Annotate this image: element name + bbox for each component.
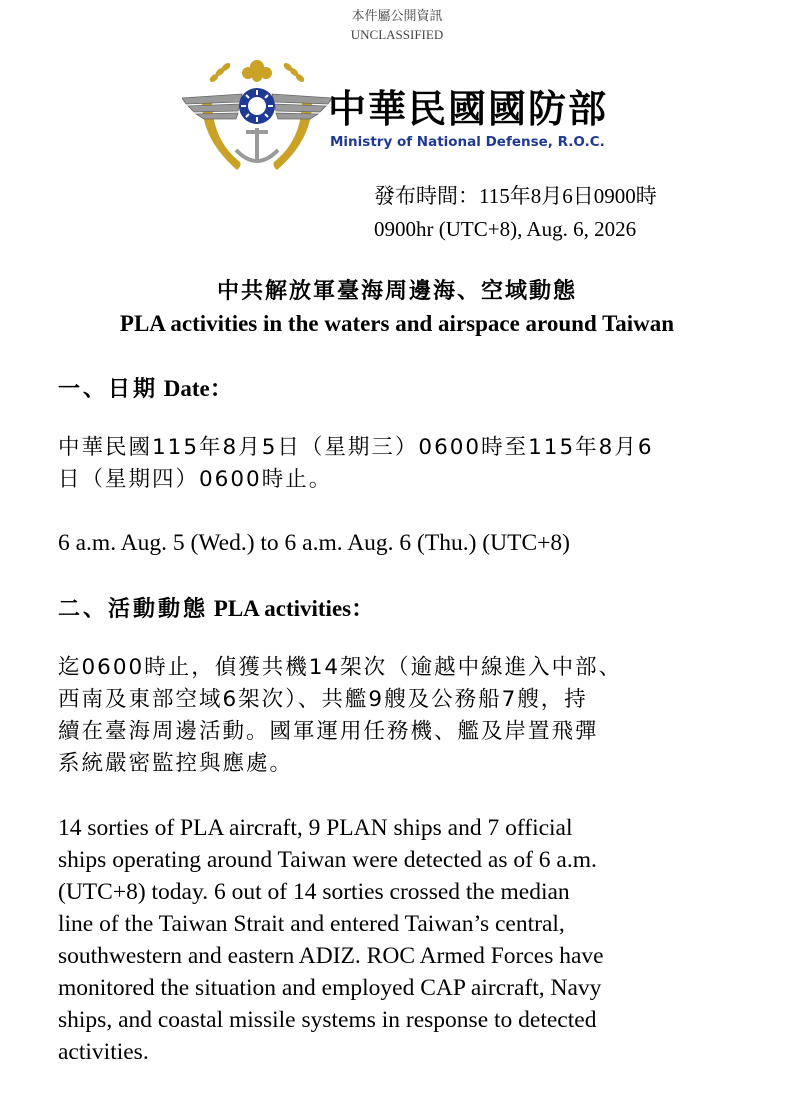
section-activities-body-zh xyxy=(58,652,738,780)
classification-zh: 本件屬公開資訊 xyxy=(351,8,443,23)
activity-line-zh: 迄0600時止，偵獲共機14架次（逾越中線進入中部、 xyxy=(58,655,623,680)
section-date-heading xyxy=(58,370,233,403)
activity-line-en: southwestern and eastern ADIZ. ROC Armed Forces have xyxy=(58,943,604,969)
activity-line-en: monitored the situation and employed CAP aircraft, Navy xyxy=(58,975,602,1001)
letterhead xyxy=(182,58,642,178)
activity-line-en: 14 sorties of PLA aircraft, 9 PLAN ships and 7 official xyxy=(58,815,573,841)
section-activities-heading xyxy=(58,590,374,623)
activity-line-zh: 西南及東部空域6架次）、共艦9艘及公務船7艘，持 xyxy=(58,687,588,712)
activity-line-en: ships operating around Taiwan were detected as of 6 a.m. xyxy=(58,847,597,873)
document-title xyxy=(0,276,794,340)
section-activities-heading-en: PLA activities： xyxy=(208,596,375,621)
activity-line-en: activities. xyxy=(58,1039,149,1065)
release-time xyxy=(374,180,657,246)
classification-marking xyxy=(0,6,794,44)
release-time-zh: 發布時間：115年8月6日0900時 xyxy=(374,184,657,208)
section-activities-heading-zh: 二、活動動態 xyxy=(58,597,209,622)
mnd-emblem-icon xyxy=(182,58,332,176)
activity-line-zh: 續在臺海周邊活動。國軍運用任務機、艦及岸置飛彈 xyxy=(58,719,599,744)
activity-line-en: (UTC+8) today. 6 out of 14 sorties crossed the median xyxy=(58,879,570,905)
release-time-en: 0900hr (UTC+8), Aug. 6, 2026 xyxy=(374,217,637,241)
section-date-heading-zh: 一、日期 xyxy=(58,377,159,402)
activity-line-zh: 系統嚴密監控與應處。 xyxy=(58,751,294,776)
org-name-zh: 中華民國國防部 xyxy=(328,87,609,131)
classification-en: UNCLASSIFIED xyxy=(350,27,444,42)
activity-line-en: ships, and coastal missile systems in response to detected xyxy=(58,1007,597,1033)
title-en: PLA activities in the waters and airspace around Taiwan xyxy=(119,311,675,336)
org-name-en: Ministry of National Defense, R.O.C. xyxy=(330,134,605,150)
section-date-heading-en: Date： xyxy=(158,376,233,401)
date-line-zh: 日（星期四）0600時止。 xyxy=(58,467,333,492)
section-date-body-en: 6 a.m. Aug. 5 (Wed.) to 6 a.m. Aug. 6 (Thu.) (UTC+8) xyxy=(58,530,570,556)
activity-line-en: line of the Taiwan Strait and entered Taiwan’s central, xyxy=(58,911,565,937)
section-date-body-zh xyxy=(58,432,738,496)
date-line-zh: 中華民國115年8月5日（星期三）0600時至115年8月6 xyxy=(58,435,654,460)
title-zh: 中共解放軍臺海周邊海、空域動態 xyxy=(216,279,577,304)
section-activities-body-en xyxy=(58,812,738,1068)
